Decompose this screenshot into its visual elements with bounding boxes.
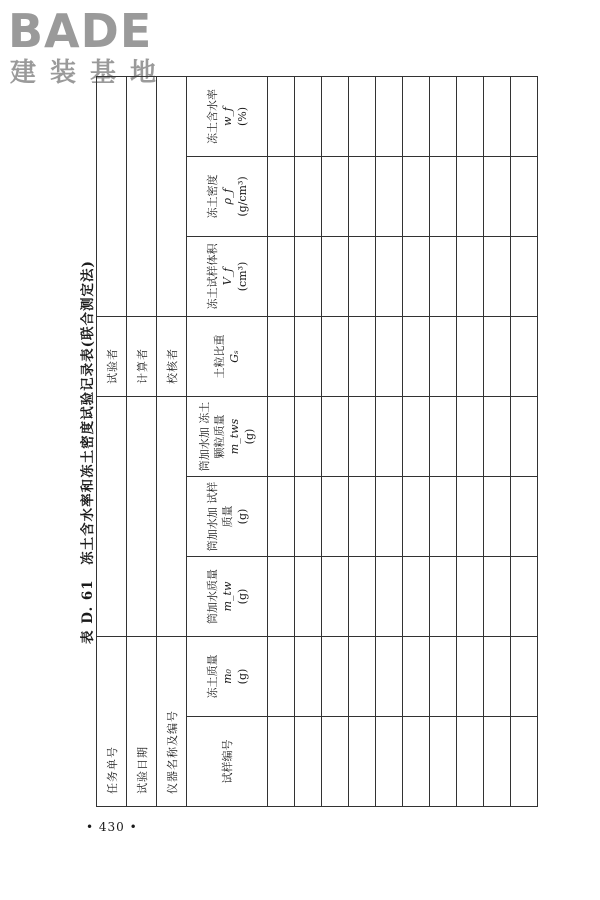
table-cell (457, 477, 484, 557)
table-row (484, 76, 511, 806)
table-cell (403, 717, 430, 807)
table-cell (484, 557, 511, 637)
table-cell (268, 637, 295, 717)
table-cell (349, 557, 376, 637)
table-cell (376, 76, 403, 156)
table-cell (484, 236, 511, 316)
table-cell (403, 557, 430, 637)
table-cell (295, 396, 322, 476)
table-cell (430, 396, 457, 476)
table-cell (430, 637, 457, 717)
table-cell (295, 316, 322, 396)
table-cell (295, 557, 322, 637)
meta-row-3 (157, 76, 187, 806)
table-cell (511, 557, 538, 637)
table-cell (376, 637, 403, 717)
table-cell (295, 236, 322, 316)
table-cell (430, 557, 457, 637)
table-cell (322, 396, 349, 476)
meta-instrument-value (157, 396, 187, 636)
record-table (96, 76, 538, 807)
page-number: • 430 • (86, 820, 138, 834)
logo-subtitle: 建装基地 (10, 58, 171, 88)
table-row (457, 76, 484, 806)
table-cell (430, 76, 457, 156)
table-cell (268, 557, 295, 637)
column-header-frozen-soil-mass: 冻土质量 m₀ (g) (187, 637, 268, 717)
table-cell (457, 557, 484, 637)
table-cell (268, 156, 295, 236)
table-cell (268, 316, 295, 396)
meta-calculator-value (127, 76, 157, 316)
table-cell (268, 396, 295, 476)
record-sheet (96, 88, 537, 807)
table-cell (430, 316, 457, 396)
table-row (349, 76, 376, 806)
meta-checker-label: 校核者 (157, 316, 187, 396)
column-header-cylinder-water-sample-mass: 筒加水加 试样质量 (g) (187, 477, 268, 557)
table-cell (484, 156, 511, 236)
table-row (511, 76, 538, 806)
meta-calculator-label: 计算者 (127, 316, 157, 396)
table-row (430, 76, 457, 806)
column-header-specific-gravity: 土粒比重 Gₛ (187, 316, 268, 396)
table-cell (349, 156, 376, 236)
table-cell (295, 717, 322, 807)
table-cell (349, 316, 376, 396)
table-cell (349, 477, 376, 557)
table-cell (376, 236, 403, 316)
table-cell (322, 156, 349, 236)
table-cell (403, 316, 430, 396)
table-row (403, 76, 430, 806)
meta-checker-value (157, 76, 187, 316)
table-cell (430, 477, 457, 557)
table-cell (511, 156, 538, 236)
table-cell (322, 76, 349, 156)
table-cell (268, 76, 295, 156)
table-cell (403, 156, 430, 236)
table-cell (376, 316, 403, 396)
meta-task-no-label: 任务单号 (97, 637, 127, 807)
table-cell (511, 717, 538, 807)
table-cell (457, 316, 484, 396)
table-cell (403, 477, 430, 557)
table-cell (349, 637, 376, 717)
table-cell (322, 477, 349, 557)
table-cell (403, 76, 430, 156)
meta-test-date-label: 试验日期 (127, 637, 157, 807)
table-cell (376, 557, 403, 637)
table-cell (484, 717, 511, 807)
table-cell (511, 316, 538, 396)
table-cell (457, 717, 484, 807)
table-cell (349, 236, 376, 316)
meta-tester-value (97, 76, 127, 316)
table-cell (430, 156, 457, 236)
table-cell (511, 637, 538, 717)
table-cell (511, 396, 538, 476)
table-cell (430, 717, 457, 807)
table-cell (268, 477, 295, 557)
table-cell (322, 316, 349, 396)
table-cell (457, 637, 484, 717)
column-header-cylinder-water-mass: 筒加水质量 m_tw (g) (187, 557, 268, 637)
table-cell (376, 717, 403, 807)
table-cell (511, 76, 538, 156)
table-cell (376, 477, 403, 557)
data-rows (268, 76, 538, 806)
table-cell (295, 637, 322, 717)
table-title: 表 D. 61 冻土含水率和冻土密度试验记录表(联合测定法) (80, 260, 96, 644)
table-cell (268, 717, 295, 807)
column-header-frozen-water-content: 冻土含水率 w_f (%) (187, 76, 268, 156)
meta-row-1 (97, 76, 127, 806)
table-cell (484, 316, 511, 396)
meta-instrument-label: 仪器名称及编号 (157, 637, 187, 807)
table-row (268, 76, 295, 806)
logo-wordmark: BADE (8, 4, 153, 58)
column-header-sample-volume: 冻土试样体积 V_f (cm³) (187, 236, 268, 316)
table-cell (268, 236, 295, 316)
table-cell (376, 396, 403, 476)
table-cell (430, 236, 457, 316)
table-cell (511, 477, 538, 557)
table-cell (322, 557, 349, 637)
table-cell (349, 717, 376, 807)
table-cell (295, 76, 322, 156)
table-row (376, 76, 403, 806)
table-cell (484, 477, 511, 557)
table-cell (484, 637, 511, 717)
table-cell (295, 477, 322, 557)
column-header-cylinder-water-particle-mass: 筒加水加 冻土颗粒质量 m_tws (g) (187, 396, 268, 476)
table-cell (457, 156, 484, 236)
table-cell (403, 637, 430, 717)
meta-task-no-value (97, 396, 127, 636)
column-header-row (187, 76, 268, 806)
table-cell (403, 396, 430, 476)
table-cell (295, 156, 322, 236)
table-cell (511, 236, 538, 316)
column-header-sample-no: 试样编号 (187, 717, 268, 807)
table-cell (349, 396, 376, 476)
meta-row-2 (127, 76, 157, 806)
meta-test-date-value (127, 396, 157, 636)
table-cell (322, 717, 349, 807)
table-cell (322, 236, 349, 316)
meta-tester-label: 试验者 (97, 316, 127, 396)
table-cell (376, 156, 403, 236)
table-cell (349, 76, 376, 156)
table-cell (484, 76, 511, 156)
table-cell (457, 396, 484, 476)
table-cell (484, 396, 511, 476)
table-cell (322, 637, 349, 717)
table-cell (403, 236, 430, 316)
table-cell (457, 76, 484, 156)
table-cell (457, 236, 484, 316)
table-row (295, 76, 322, 806)
table-row (322, 76, 349, 806)
rotated-page (0, 88, 600, 807)
column-header-frozen-density: 冻土密度 ρ_f (g/cm³) (187, 156, 268, 236)
